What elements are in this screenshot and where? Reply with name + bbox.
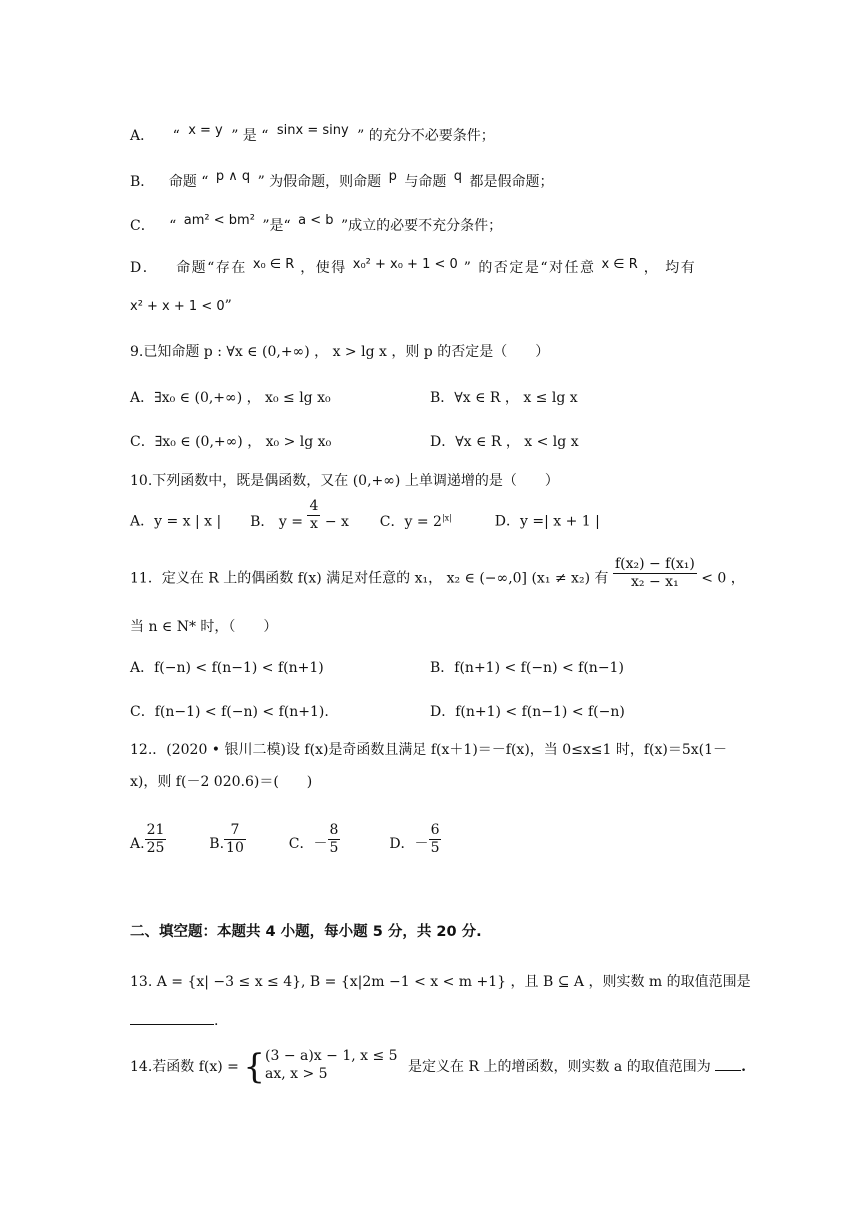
q13-stem: 13. A = {x| −3 ≤ x ≤ 4}, B = {x|2m −1 < x < m +1} ，且 B ⊆ A ，则实数 m 的取值范围是: [130, 974, 751, 990]
q10-option-c: C．$y = 2^{|x|}$: [379, 513, 452, 530]
q10-option-a: A．y = x | x |: [130, 513, 222, 530]
fraction: $\frac{21}{25}$: [146, 822, 165, 856]
q9-option-d: D．∀x ∈ R ， x < lg x: [430, 434, 579, 450]
q11-option-d: D．f(n+1) < f(n−1) < f(−n): [430, 704, 625, 720]
q12-option-a: A. $\frac{21}{25}$: [130, 822, 165, 856]
q12-stem-2: x)，则 f(－2 020.6)＝( ): [130, 774, 313, 790]
piecewise-cases: (3 − a)x − 1, x ≤ 5 ax, x > 5: [265, 1048, 398, 1082]
brace: {: [243, 1047, 265, 1087]
q12-option-b: B. $\frac{7}{10}$: [209, 822, 244, 856]
q10-stem: 10.下列函数中，既是偶函数，又在 (0,+∞) 上单调递增的是（ ）: [130, 473, 559, 489]
answer-blank[interactable]: [715, 1056, 741, 1071]
math-expression: x = y: [188, 123, 223, 138]
math-expression: p: [388, 169, 397, 184]
math-expression: p ∧ q: [215, 169, 251, 184]
fraction: $\frac{6}{5}$: [430, 822, 440, 856]
q11-option-b: B．f(n+1) < f(−n) < f(n−1): [430, 660, 624, 676]
q9-stem: 9.已知命题 p : ∀x ∈ (0,+∞) ， x > lg x ，则 p 的否定是（ ）: [130, 344, 550, 360]
q12-option-c: C．－ $\frac{8}{5}$: [288, 822, 339, 856]
math-expression: a < b: [298, 213, 334, 228]
math-expression: x₀ ∈ R: [252, 257, 295, 272]
q11-option-c: C．f(n−1) < f(−n) < f(n+1).: [130, 704, 329, 720]
fraction: $\frac{8}{5}$: [329, 822, 339, 856]
math-expression: q: [453, 169, 463, 184]
q8-option-d-cont: x² + x + 1 < 0”: [130, 298, 232, 314]
fraction: $\frac{4}{x}$: [309, 498, 319, 533]
fraction: $\frac{7}{10}$: [226, 822, 244, 856]
q13-answer-line: .: [130, 1010, 218, 1031]
q10-option-b: B． y = $\frac{4}{x}$ − x: [250, 498, 349, 533]
q12-options: [130, 822, 441, 857]
q8-option-b: B． 命题 “ p ∧ q ” 为假命题，则命题 p 与命题 q 都是假命题；: [130, 169, 554, 190]
q11-stem-2: 当 n ∈ N* 时，（ ）: [130, 619, 278, 635]
q12-option-d: D．－ $\frac{6}{5}$: [389, 822, 440, 856]
math-expression: sinx = siny: [276, 123, 349, 138]
q8-option-c: C． “ am² < bm² ”是“ a < b ”成立的必要不充分条件；: [130, 213, 503, 234]
math-expression: x ∈ R: [601, 257, 638, 272]
q10-options: [130, 498, 600, 533]
option-label: A．: [130, 128, 155, 144]
q9-option-a: A．∃x₀ ∈ (0,+∞) ， x₀ ≤ lg x₀: [130, 390, 331, 406]
math-expression: am² < bm²: [183, 213, 255, 228]
q11-stem: 11．定义在 R 上的偶函数 f(x) 满足对任意的 x₁， x₂ ∈ (−∞,0] (x₁ ≠ x₂) 有 $\frac{\text{f(x₂) − f(x₁)}}{\text{x₂ − x₁}}$ < 0 ，: [130, 556, 745, 590]
math-expression: x₀² + x₀ + 1 < 0: [352, 257, 458, 272]
q9-option-c: C．∃x₀ ∈ (0,+∞) ， x₀ > lg x₀: [130, 434, 332, 450]
fraction: $\frac{\text{f(x₂) − f(x₁)}}{\text{x₂ − x₁}}$: [614, 556, 695, 590]
q8-option-d: D． 命题“存在 x₀ ∈ R ，使得 x₀² + x₀ + 1 < 0 ” 的否定是“对任意 x ∈ R ， 均有: [130, 257, 697, 276]
q8-option-a: A． “ x = y ” 是 “ sinx = siny ” 的充分不必要条件；: [130, 123, 495, 144]
answer-blank[interactable]: [130, 1010, 214, 1025]
section-heading: 二、填空题：本题共 4 小题，每小题 5 分，共 20 分.: [130, 924, 482, 940]
q10-option-d: D．y =| x + 1 |: [494, 513, 600, 530]
q12-stem-1: 12.．(2020 • 银川二模)设 f(x)是奇函数且满足 f(x＋1)＝－f(x)，当 0≤x≤1 时，f(x)＝5x(1－: [130, 742, 728, 758]
q9-option-b: B．∀x ∈ R ， x ≤ lg x: [430, 390, 578, 406]
math-expression: x² + x + 1 < 0: [130, 299, 225, 314]
q14-stem: 14.若函数 f(x) = { (3 − a)x − 1, x ≤ 5 ax, x > 5 是定义在 R 上的增函数，则实数 a 的取值范围为 .: [130, 1047, 747, 1087]
q11-option-a: A．f(−n) < f(n−1) < f(n+1): [130, 660, 324, 676]
